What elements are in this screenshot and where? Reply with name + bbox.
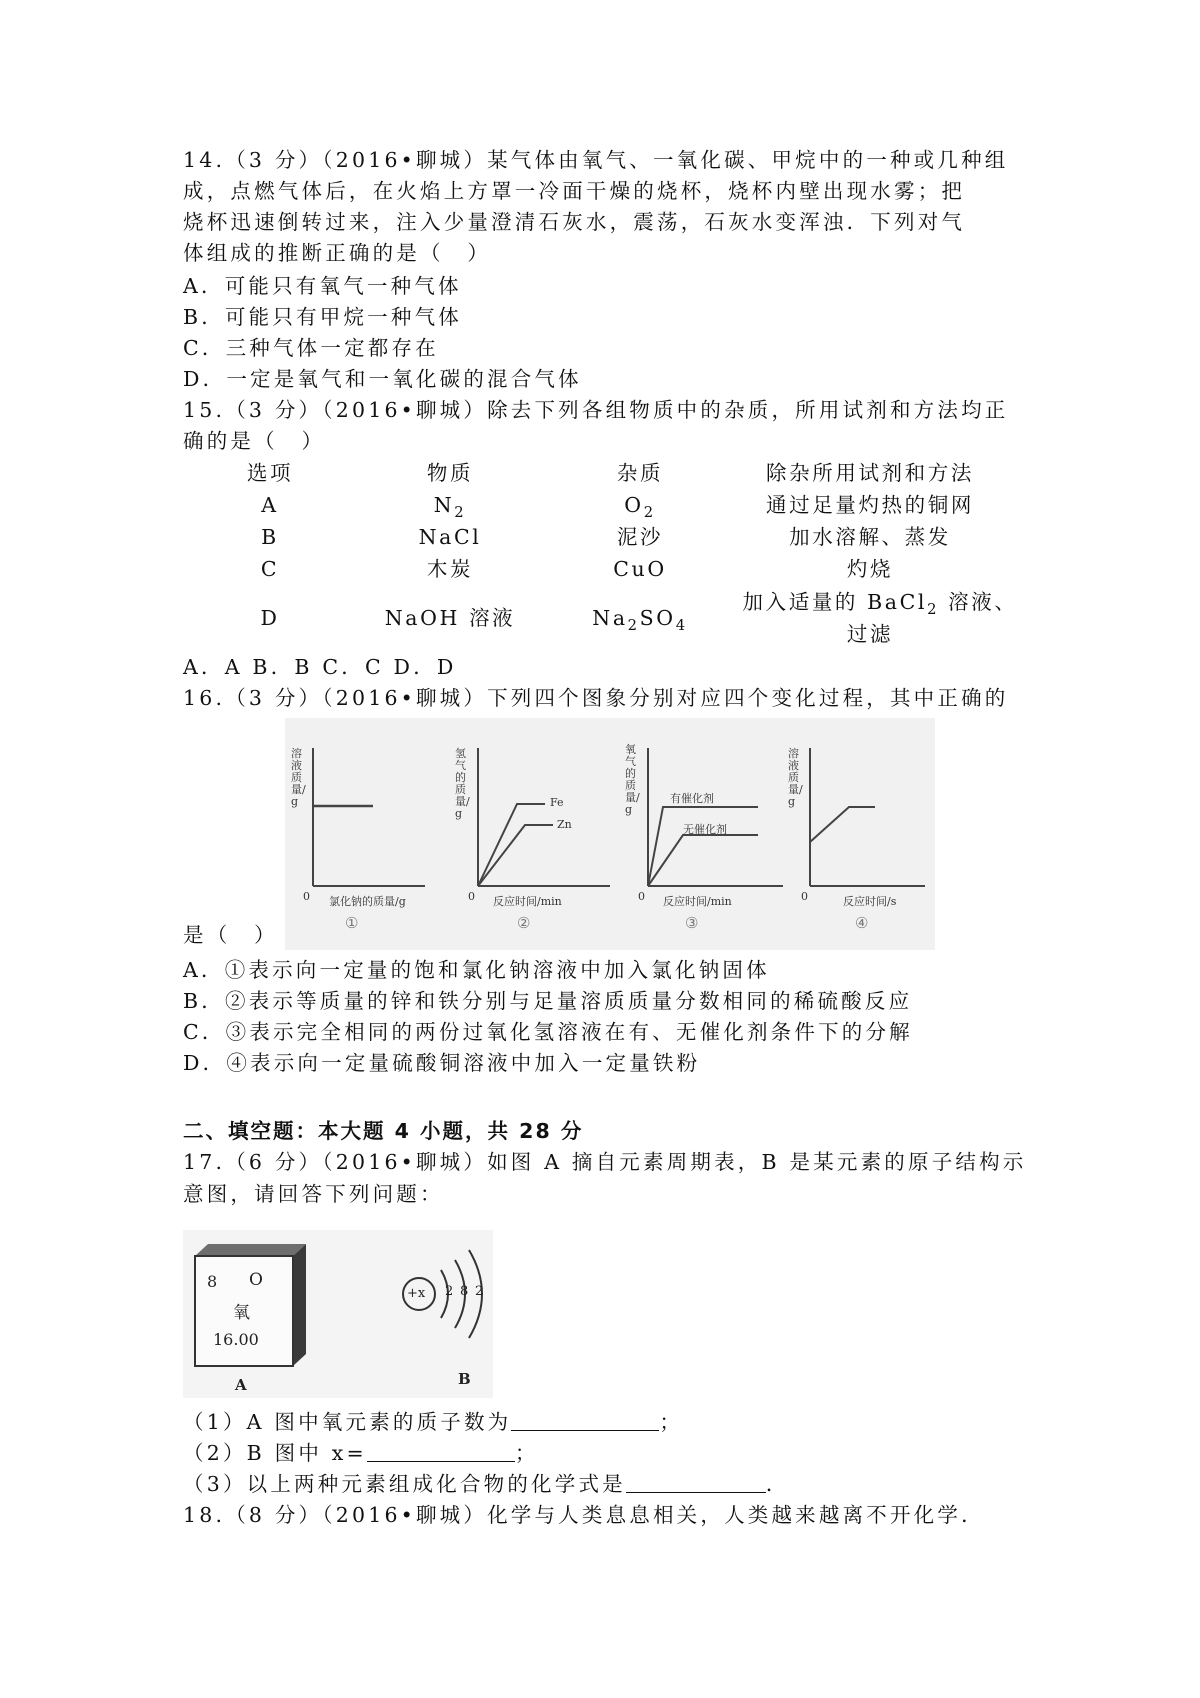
q14-stem-line-1: 14.（3 分）（2016•聊城）某气体由氧气、一氧化碳、甲烷中的一种或几种组 <box>183 148 1009 172</box>
graph4-line <box>810 807 875 842</box>
table-row-d-method-line-2: 过滤 <box>846 622 894 646</box>
q17-figure <box>183 1230 493 1398</box>
graph4-origin: 0 <box>801 890 808 903</box>
element-atomic-number: 8 <box>207 1272 218 1291</box>
element-name: 氧 <box>233 1303 250 1323</box>
element-cell-side <box>293 1244 306 1366</box>
q17-subquestion-3: （3）以上两种元素组成化合物的化学式是 ． <box>183 1472 790 1496</box>
table-row-d-method-line-1: 加入适量的 BaCl$_2$ 溶液、 <box>742 590 1018 619</box>
figure-a-label: A <box>235 1376 247 1394</box>
table-row-a-option: A <box>261 493 279 517</box>
q14-option-b: B．可能只有甲烷一种气体 <box>183 305 462 329</box>
table-row-c-substance: 木炭 <box>426 557 474 581</box>
section-heading: 二、填空题：本大题 4 小题，共 28 分 <box>183 1119 584 1143</box>
graph2-x-label: 反应时间/min <box>493 895 562 908</box>
answer-blank-3[interactable] <box>626 1474 766 1493</box>
q14-stem-line-4: 体组成的推断正确的是（ ） <box>183 241 492 265</box>
table-row-d-substance: NaOH 溶液 <box>384 606 516 630</box>
atom-shell-2-electrons: 8 <box>460 1284 469 1299</box>
atom-shell-1-electrons: 2 <box>445 1284 454 1299</box>
graph1-origin: 0 <box>303 890 310 903</box>
graph2-origin: 0 <box>468 890 475 903</box>
figure-b-label: B <box>458 1370 471 1388</box>
table-row-b-impurity: 泥沙 <box>616 525 664 549</box>
table-row-c-impurity: CuO <box>613 557 667 581</box>
q14-option-d: D．一定是氧气和一氧化碳的混合气体 <box>183 367 582 391</box>
graph3-number: ③ <box>685 914 699 932</box>
graph1-x-label: 氯化钠的质量/g <box>329 895 406 908</box>
table-header-impurity: 杂质 <box>616 461 664 485</box>
graph3-y-label: 氧气的质量/g <box>625 743 640 816</box>
q16-option-a: A．①表示向一定量的饱和氯化钠溶液中加入氯化钠固体 <box>183 958 770 982</box>
graph3-series-with-catalyst: 有催化剂 <box>670 792 714 805</box>
answer-blank-1[interactable] <box>511 1412 659 1431</box>
table-header-option: 选项 <box>246 461 294 485</box>
element-cell-top <box>195 1244 306 1256</box>
graph2-series-zn: Zn <box>557 818 572 831</box>
q17-subquestion-1: （1）A 图中氧元素的质子数为 ； <box>183 1410 684 1434</box>
q14-option-c: C．三种气体一定都存在 <box>183 336 439 360</box>
q16-stem-line-1: 16.（3 分）（2016•聊城）下列四个图象分别对应四个变化过程，其中正确的 <box>183 686 1009 710</box>
q16-option-b: B．②表示等质量的锌和铁分别与足量溶质质量分数相同的稀硫酸反应 <box>183 989 913 1013</box>
table-row-b-substance: NaCl <box>418 525 482 549</box>
q16-stem-line-2: 是（ ） <box>183 923 278 947</box>
table-row-a-method: 通过足量灼热的铜网 <box>766 493 974 517</box>
graph1-y-label: 溶液质量/g <box>291 747 306 808</box>
q14-stem-line-3: 烧杯迅速倒转过来，注入少量澄清石灰水，震荡，石灰水变浑浊．下列对气 <box>183 210 966 234</box>
graph1-number: ① <box>345 914 359 932</box>
q16-option-c: C．③表示完全相同的两份过氧化氢溶液在有、无催化剂条件下的分解 <box>183 1020 913 1044</box>
graph4-x-label: 反应时间/s <box>843 895 897 908</box>
graph3-series-without-catalyst: 无催化剂 <box>683 823 727 836</box>
table-row-c-method: 灼烧 <box>846 557 894 581</box>
graph4-y-label: 溶液质量/g <box>788 747 803 808</box>
table-row-b-method: 加水溶解、蒸发 <box>789 525 951 549</box>
table-header-method: 除杂所用试剂和方法 <box>766 461 974 485</box>
graph3-x-label: 反应时间/min <box>663 895 732 908</box>
q17-stem-line-1: 17.（6 分）（2016•聊城）如图 A 摘自元素周期表，B 是某元素的原子结构示 <box>183 1150 1027 1174</box>
q16-option-d: D．④表示向一定量硫酸铜溶液中加入一定量铁粉 <box>183 1051 701 1075</box>
q17-stem-line-2: 意图，请回答下列问题： <box>183 1182 444 1206</box>
graph2-number: ② <box>517 914 531 932</box>
q16-graphs-figure <box>285 718 935 950</box>
table-row-d-option: D <box>260 606 280 630</box>
table-row-c-option: C <box>260 557 280 581</box>
q18-stem-line-1: 18.（8 分）（2016•聊城）化学与人类息息相关，人类越来越离不开化学． <box>183 1503 985 1527</box>
q17-subquestion-2: （2）B 图中 x= ； <box>183 1441 539 1465</box>
atom-shell-3-electrons: 2 <box>475 1284 484 1299</box>
graph3-origin: 0 <box>638 890 645 903</box>
graph2-y-label: 氢气的质量/g <box>455 747 470 820</box>
q15-stem-line-2: 确的是（ ） <box>183 429 326 453</box>
table-row-d-impurity: $Na_2SO_4$ <box>592 606 688 635</box>
q14-stem-line-2: 成，点燃气体后，在火焰上方罩一冷面干燥的烧杯，烧杯内壁出现水雾；把 <box>183 179 966 203</box>
graph3-line-without-catalyst <box>648 835 758 886</box>
graph4-number: ④ <box>855 914 869 932</box>
table-row-b-option: B <box>261 525 279 549</box>
element-symbol: O <box>249 1270 263 1290</box>
atom-nucleus-charge: +x <box>407 1286 426 1301</box>
element-atomic-mass: 16.00 <box>213 1330 259 1349</box>
graph2-series-fe: Fe <box>550 796 564 809</box>
table-row-a-substance: $N_2$ <box>433 493 467 522</box>
element-cell-and-atom-svg <box>183 1230 493 1398</box>
graph2-line-zn <box>478 825 553 886</box>
q15-stem-line-1: 15.（3 分）（2016•聊城）除去下列各组物质中的杂质，所用试剂和方法均正 <box>183 398 1009 422</box>
q15-answer-options: A．A B．B C．C D．D <box>183 655 457 679</box>
table-header-substance: 物质 <box>426 461 474 485</box>
q14-option-a: A．可能只有氧气一种气体 <box>183 274 462 298</box>
q16-graphs-svg <box>285 718 935 950</box>
graph3-line-with-catalyst <box>648 807 758 886</box>
answer-blank-2[interactable] <box>367 1443 515 1462</box>
table-row-a-impurity: $O_2$ <box>624 493 656 522</box>
